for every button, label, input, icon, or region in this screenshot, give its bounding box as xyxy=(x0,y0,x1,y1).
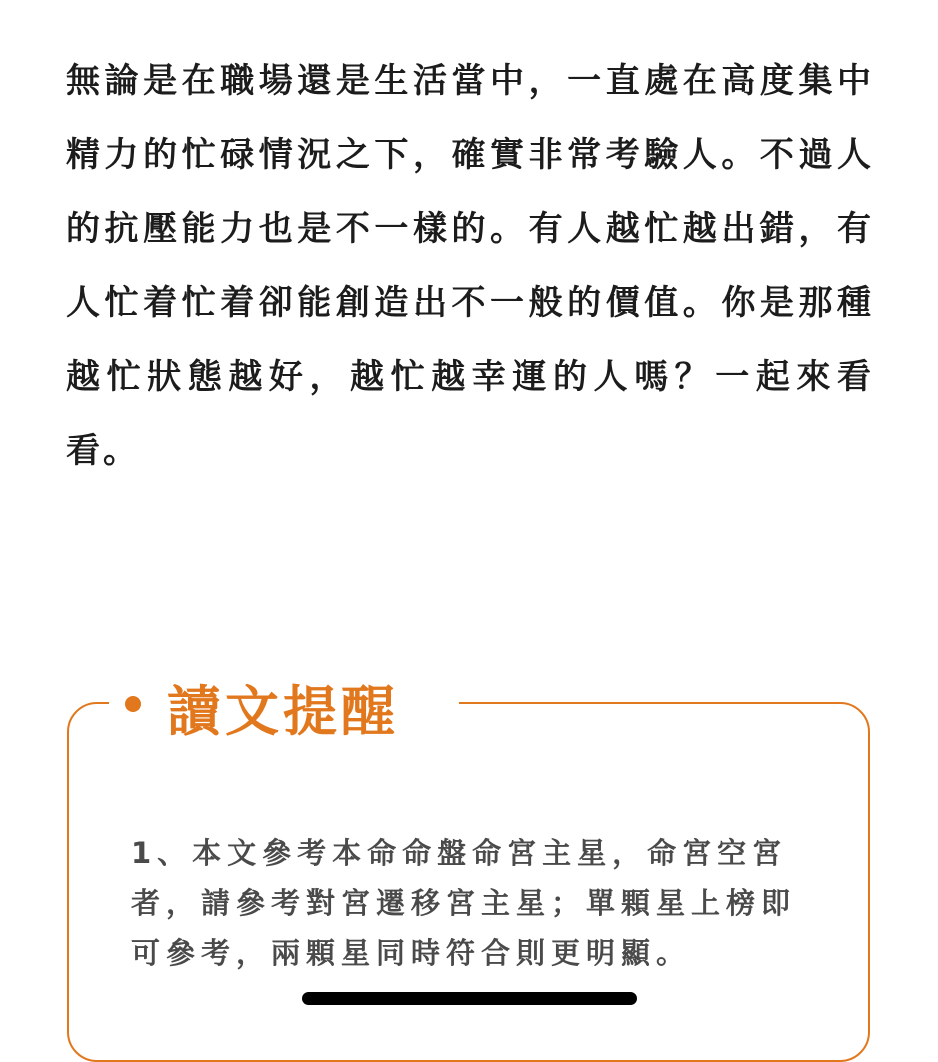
article-intro-paragraph: 無論是在職場還是生活當中，一直處在高度集中精力的忙碌情況之下，確實非常考驗人。不過人的抗壓能力也是不一樣的。有人越忙越出錯，有人忙着忙着卻能創造出不一般的價值。你是那種越忙狀態越好，越忙越幸運的人嗎？一起來看看。 xyxy=(66,61,874,471)
home-indicator-bar[interactable] xyxy=(302,992,637,1005)
reminder-title: 讀文提醒 xyxy=(167,680,399,743)
reminder-heading xyxy=(109,680,459,743)
bullet-dot-icon xyxy=(125,696,141,712)
reading-reminder-box xyxy=(67,680,870,1062)
reminder-note-1: 1、本文參考本命命盤命宮主星，命宮空宮者，請參考對宮遷移宮主星；單顆星上榜即可參考，兩顆星同時符合則更明顯。 xyxy=(131,836,797,970)
